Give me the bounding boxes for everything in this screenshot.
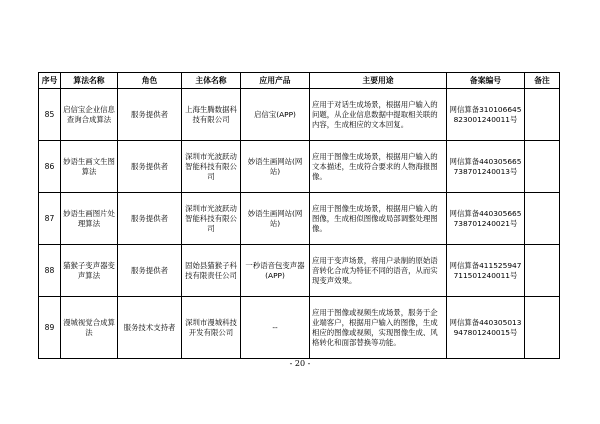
cell-filing: 网信算备440305665738701240021号 xyxy=(447,193,525,245)
cell-seq: 86 xyxy=(39,141,61,193)
cell-product: 启信宝(APP) xyxy=(241,89,310,141)
table-row xyxy=(39,89,560,141)
cell-product: 妙语生画网站(网站) xyxy=(241,193,310,245)
cell-role: 服务技术支持者 xyxy=(118,297,182,359)
cell-filing: 网信算备310106645823001240011号 xyxy=(447,89,525,141)
table-row xyxy=(39,245,560,297)
cell-seq: 85 xyxy=(39,89,61,141)
algorithm-registry-table xyxy=(38,72,560,359)
cell-role: 服务提供者 xyxy=(118,89,182,141)
cell-product: -- xyxy=(241,297,310,359)
cell-seq: 88 xyxy=(39,245,61,297)
cell-algorithm: 妙语生画文生图算法 xyxy=(61,141,118,193)
cell-purpose: 应用于图像生成场景，根据用户输入的文本描述，生成符合要求的人物海报图像。 xyxy=(310,141,447,193)
cell-note xyxy=(525,297,560,359)
cell-algorithm: 猫猴子变声器变声算法 xyxy=(61,245,118,297)
cell-seq: 87 xyxy=(39,193,61,245)
cell-algorithm: 启信宝企业信息查询合成算法 xyxy=(61,89,118,141)
header-purpose: 主要用途 xyxy=(310,73,447,89)
header-role: 角色 xyxy=(118,73,182,89)
cell-algorithm: 漫城视觉合成算法 xyxy=(61,297,118,359)
header-seq: 序号 xyxy=(39,73,61,89)
cell-note xyxy=(525,245,560,297)
header-note: 备注 xyxy=(525,73,560,89)
header-product: 应用产品 xyxy=(241,73,310,89)
cell-entity: 上海生腾数据科技有限公司 xyxy=(182,89,241,141)
cell-purpose: 应用于图像生成场景，根据用户输入的图像，生成相似图像或局部调整处理图像。 xyxy=(310,193,447,245)
cell-entity: 深圳市光波跃动智能科技有限公司 xyxy=(182,193,241,245)
cell-entity: 深圳市漫城科技开发有限公司 xyxy=(182,297,241,359)
cell-filing: 网信算备411525947711501240011号 xyxy=(447,245,525,297)
cell-product: 一秒语音包变声器(APP) xyxy=(241,245,310,297)
cell-note xyxy=(525,141,560,193)
header-filing: 备案编号 xyxy=(447,73,525,89)
cell-entity: 固始县猫猴子科技有限责任公司 xyxy=(182,245,241,297)
cell-role: 服务提供者 xyxy=(118,141,182,193)
cell-purpose: 应用于变声场景，将用户录制的原始语音转化合成为特征不同的语音，从而实现变声效果。 xyxy=(310,245,447,297)
cell-purpose: 应用于对话生成场景，根据用户输入的问题，从企业信息数据中提取相关联的内容，生成相应的文本回复。 xyxy=(310,89,447,141)
cell-role: 服务提供者 xyxy=(118,193,182,245)
page-number: - 20 - xyxy=(289,359,311,368)
cell-algorithm: 妙语生画图片处理算法 xyxy=(61,193,118,245)
table-row xyxy=(39,297,560,359)
table-header-row xyxy=(39,73,560,89)
header-entity: 主体名称 xyxy=(182,73,241,89)
cell-note xyxy=(525,193,560,245)
cell-role: 服务提供者 xyxy=(118,245,182,297)
table-row xyxy=(39,193,560,245)
cell-product: 妙语生画网站(网站) xyxy=(241,141,310,193)
header-algorithm: 算法名称 xyxy=(61,73,118,89)
cell-note xyxy=(525,89,560,141)
cell-filing: 网信算备440305665738701240013号 xyxy=(447,141,525,193)
cell-purpose: 应用于图像或视频生成场景，服务于企业端客户，根据用户输入的图像，生成相应的图像或视频，实现图像生成、风格转化和面部替换等功能。 xyxy=(310,297,447,359)
cell-seq: 89 xyxy=(39,297,61,359)
table-row xyxy=(39,141,560,193)
cell-filing: 网信算备440305013947801240015号 xyxy=(447,297,525,359)
cell-entity: 深圳市光波跃动智能科技有限公司 xyxy=(182,141,241,193)
